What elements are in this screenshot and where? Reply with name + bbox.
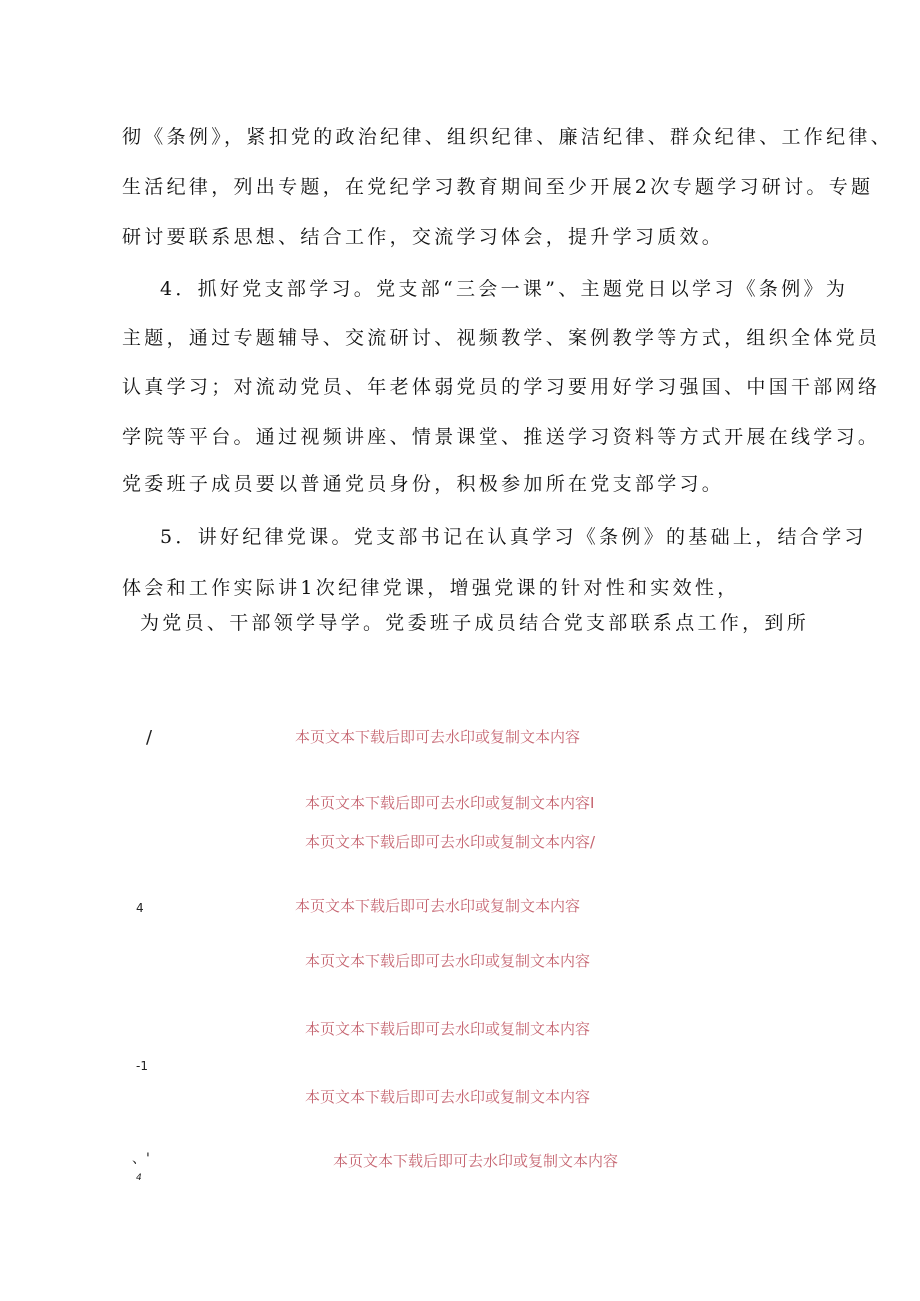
stray-mark-minus-1: -1 bbox=[136, 1059, 148, 1073]
paragraph-1-line-2: 生活纪律，列出专题，在党纪学习教育期间至少开展2次专题学习研讨。专题 bbox=[122, 176, 874, 198]
paragraph-2-line-3: 认真学习；对流动党员、年老体弱党员的学习要用好学习强国、中国干部网络 bbox=[122, 376, 881, 398]
stray-mark-4: 4 bbox=[136, 901, 144, 915]
paragraph-3-line-1: 5．讲好纪律党课。党支部书记在认真学习《条例》的基础上，结合学习 bbox=[160, 526, 867, 548]
paragraph-2-line-5: 党委班子成员要以普通党员身份，积极参加所在党支部学习。 bbox=[122, 473, 725, 495]
stray-mark-4-small: 4 bbox=[136, 1173, 142, 1183]
paragraph-3-line-2: 体会和工作实际讲1次纪律党课，增强党课的针对性和实效性， bbox=[122, 577, 740, 599]
watermark-text: 本页文本下载后即可去水印或复制文本内容 bbox=[305, 1088, 591, 1106]
paragraph-2-line-4: 学院等平台。通过视频讲座、情景课堂、推送学习资料等方式开展在线学习。 bbox=[122, 426, 881, 448]
stray-mark-slash: / bbox=[146, 727, 153, 748]
paragraph-3-line-3: 为党员、干部领学导学。党委班子成员结合党支部联系点工作，到所 bbox=[140, 612, 810, 634]
watermark-text: 本页文本下载后即可去水印或复制文本内容I bbox=[305, 794, 595, 812]
watermark-text: 本页文本下载后即可去水印或复制文本内容/ bbox=[305, 833, 596, 851]
paragraph-1-line-1: 彻《条例》，紧扣党的政治纪律、组织纪律、廉洁纪律、群众纪律、工作纪律、 bbox=[122, 126, 894, 148]
stray-mark-comma: 、' bbox=[132, 1151, 150, 1167]
paragraph-1-line-3: 研讨要联系思想、结合工作，交流学习体会，提升学习质效。 bbox=[122, 226, 725, 248]
watermark-text: 本页文本下载后即可去水印或复制文本内容 bbox=[305, 952, 591, 970]
watermark-text: 本页文本下载后即可去水印或复制文本内容 bbox=[295, 897, 581, 915]
watermark-text: 本页文本下载后即可去水印或复制文本内容 bbox=[295, 728, 581, 746]
watermark-text: 本页文本下载后即可去水印或复制文本内容 bbox=[305, 1020, 591, 1038]
paragraph-2-line-1: 4．抓好党支部学习。党支部“三会一课”、主题党日以学习《条例》为 bbox=[160, 278, 849, 300]
paragraph-2-line-2: 主题，通过专题辅导、交流研讨、视频教学、案例教学等方式，组织全体党员 bbox=[122, 327, 881, 349]
watermark-text: 本页文本下载后即可去水印或复制文本内容 bbox=[333, 1152, 619, 1170]
